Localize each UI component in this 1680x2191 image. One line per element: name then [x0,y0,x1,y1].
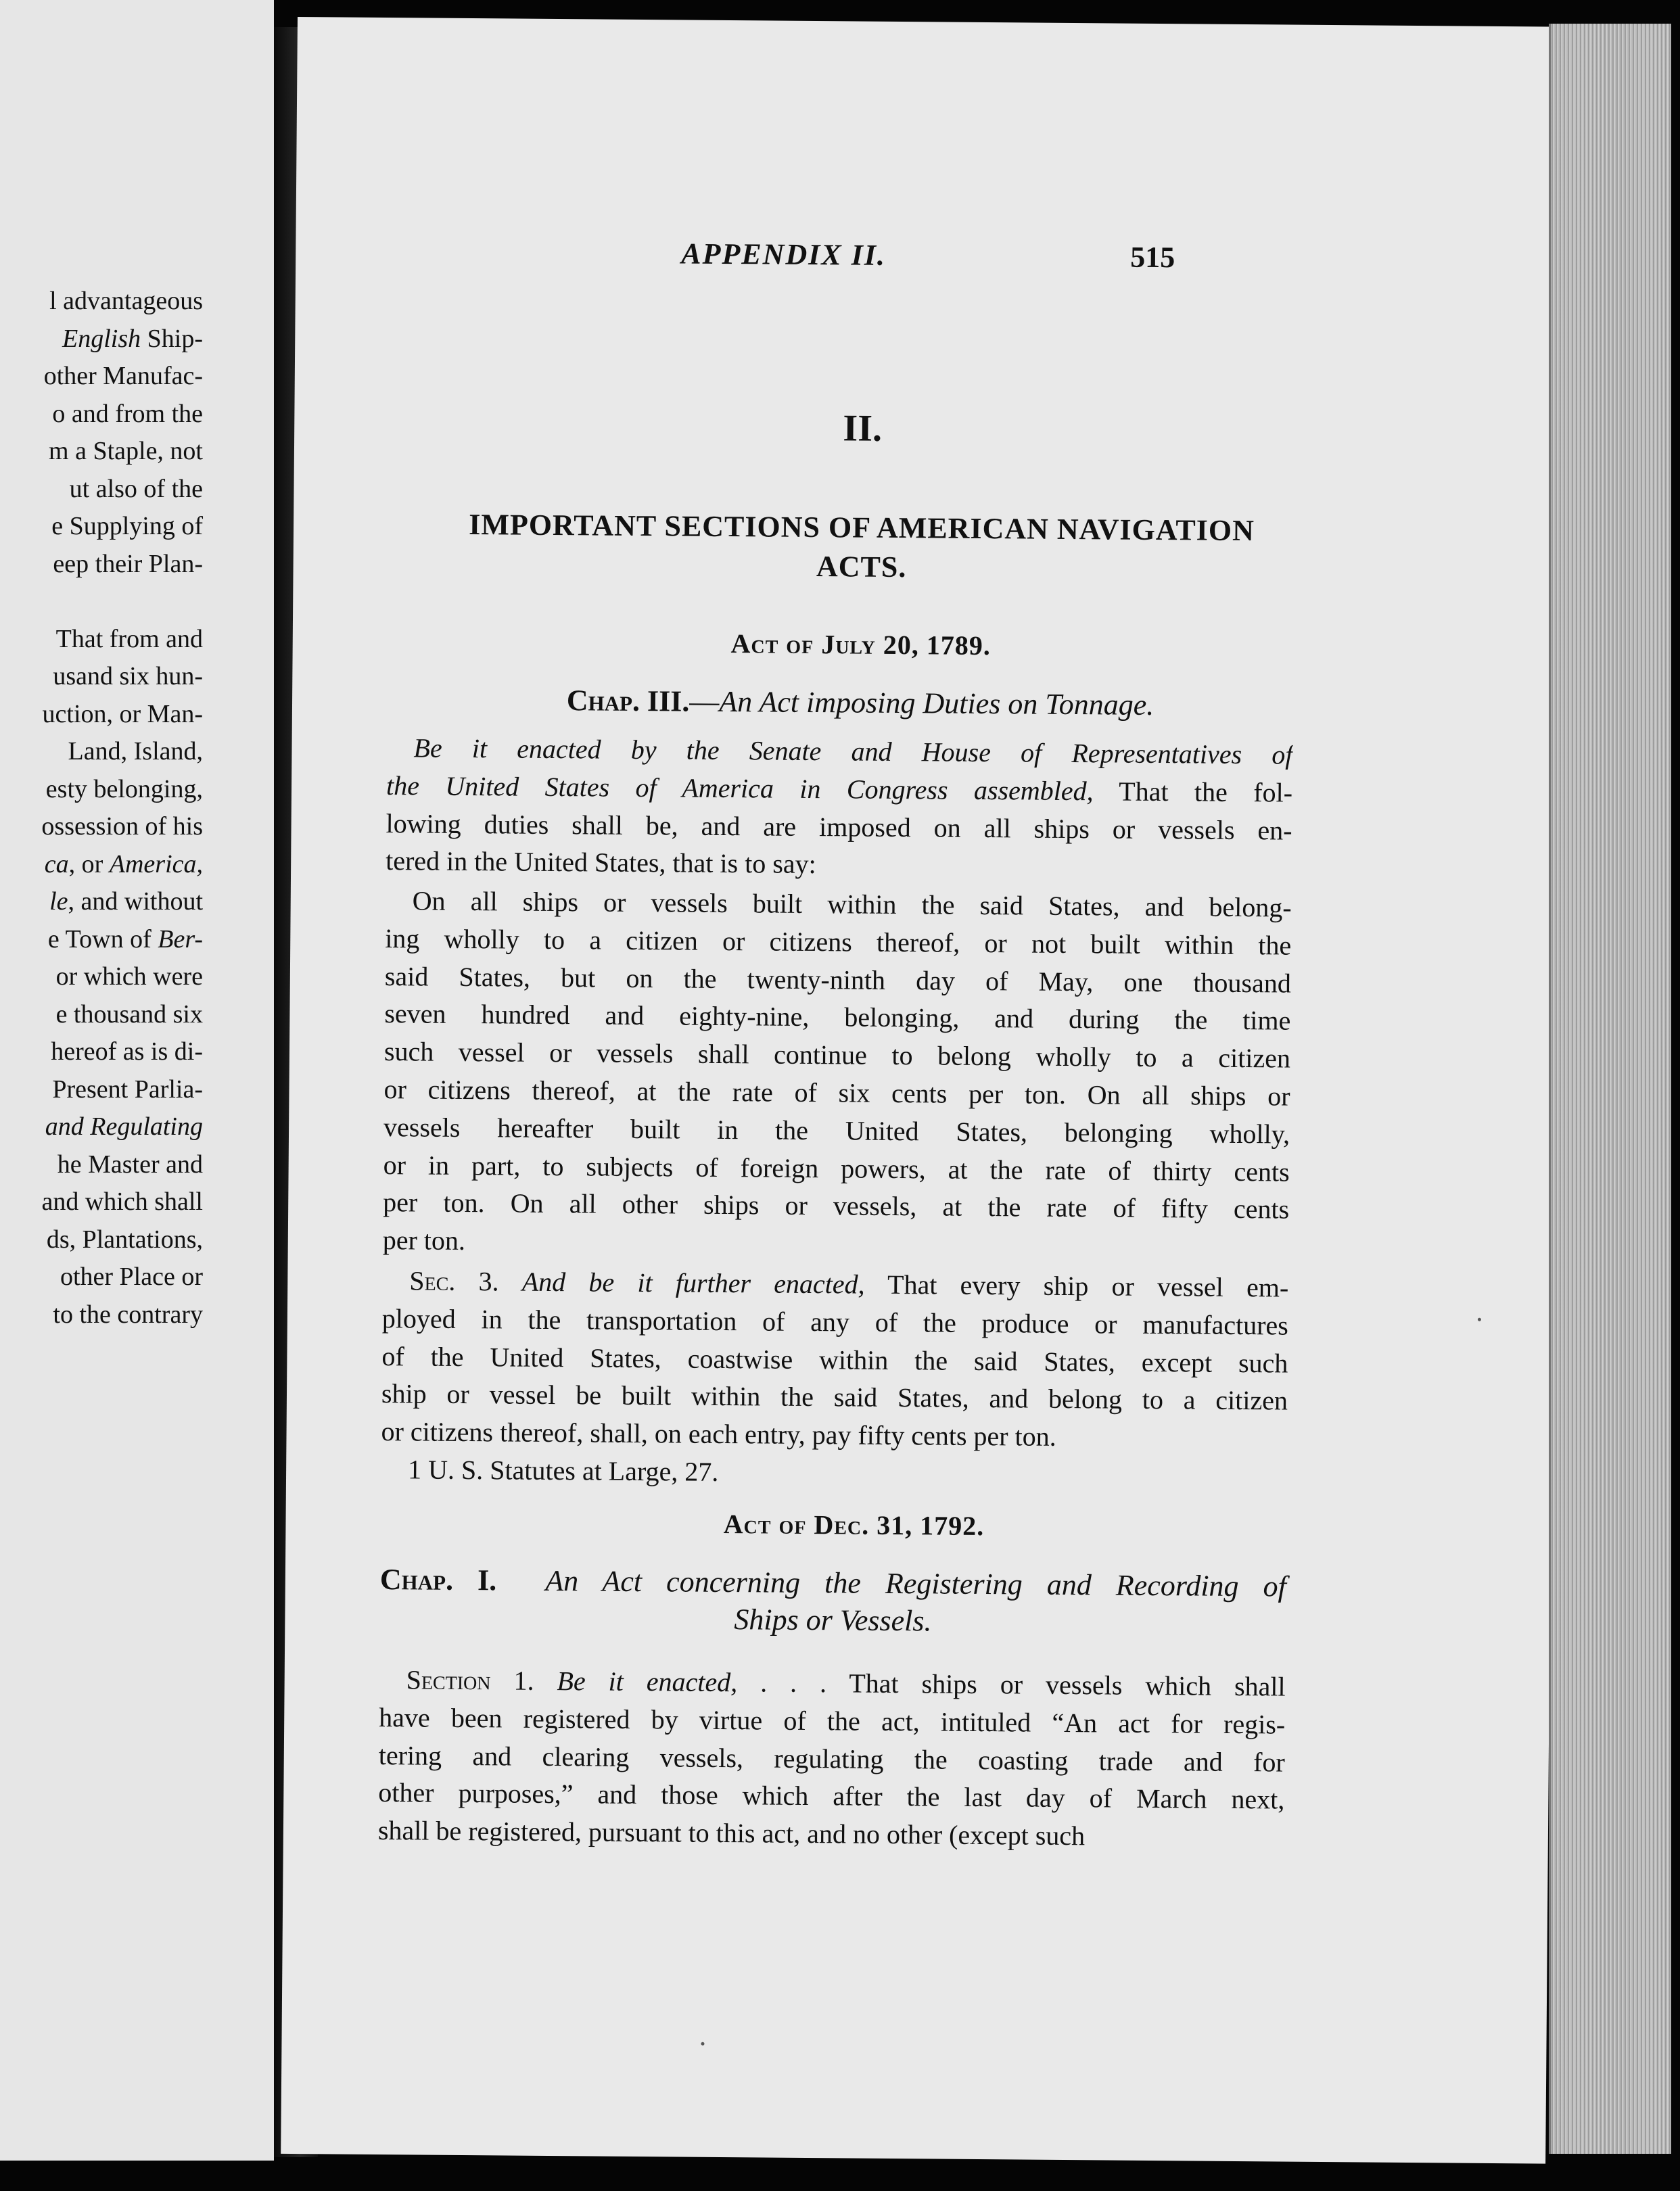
line-text: l advantageous [49,287,203,315]
act-1-chapter-label: Chap. III. [566,684,690,718]
main-title [428,505,1294,590]
line-text: That the fol- [1093,776,1293,808]
book-page-edges [1549,24,1671,2154]
act-1-chapter-separator: — [689,684,720,718]
paragraph-line [379,1661,1285,1705]
act-2-chapter-title-line-1: An Act concerning the Registering and Recording of [545,1563,1287,1603]
left-page-line [0,921,203,959]
right-page [281,17,1562,2164]
italic-text: and Regulating [45,1112,203,1141]
line-text: and which shall [41,1187,203,1216]
paragraph-line [382,1262,1288,1306]
left-page-line [0,321,203,358]
paragraph-line [386,729,1292,774]
line-text: esty belonging, [45,774,203,803]
paragraph-line: seven hundred and eighty-nine, belonging, and during the time [384,998,1291,1036]
paragraph-line: tered in the United States, that is to say: [386,845,816,880]
line-text: , and without [68,887,203,916]
running-head [512,235,1175,281]
paragraph-line: vessels hereafter built in the United States, belonging wholly, [383,1111,1290,1150]
left-page-line [0,696,203,734]
line-text: other Place or [60,1263,203,1291]
act-1-heading: Act of July 20, 1789. [730,628,991,661]
left-page-line [0,1221,203,1259]
line-text: o and from the [52,399,203,428]
italic-text: English [62,324,141,353]
left-page-line [0,1183,203,1221]
left-page-line [0,1296,203,1334]
page-number: 515 [1130,240,1175,275]
line-text: , or [68,849,110,878]
italic-text: And be it further enacted, [521,1266,865,1300]
left-page-line [0,808,203,846]
paragraph-line: ing wholly to a citizen or citizens thereof, or not built within the [385,922,1292,961]
left-page-line [0,1146,203,1184]
italic-text: Be it enacted, [557,1666,738,1698]
italic-text: Ber- [158,924,203,953]
paragraph-line: On all ships or vessels built within the said States, and belong- [412,885,1292,923]
line-text: ds, Plantations, [46,1225,203,1254]
left-page-line [0,958,203,996]
left-page-line [0,1108,203,1146]
line-text: Land, Island, [68,737,203,765]
act-2-chapter-heading-line-2 [379,1598,1286,1643]
left-page-line [0,996,203,1034]
line-text: ut also of the [69,474,203,503]
left-page-line [0,771,203,809]
line-text: Ship- [141,324,203,353]
italic-text: Be it enacted by the Senate and House of Representatives of [413,732,1293,770]
scan-speck [1478,1318,1481,1321]
paragraph-line [386,767,1292,811]
line-text: or which were [55,962,203,991]
line-text: he Master and [57,1150,203,1179]
paragraph-line: or citizens thereof, at the rate of six cents per ton. On all ships or [383,1074,1290,1112]
left-page-line [0,658,203,696]
left-page-line [0,396,203,433]
italic-text: America, [109,849,203,878]
act-1-rates-paragraph [383,882,1292,1266]
left-page-line [0,508,203,546]
scan-speck [701,2042,704,2046]
left-page-text [0,283,203,1334]
left-page-line [0,846,203,884]
left-page-line [0,733,203,771]
left-page-line [0,1258,203,1296]
left-page-line [0,283,203,321]
paragraph-line: said States, but on the twenty-ninth day of May, one thousand [384,960,1292,999]
left-page-line [0,546,203,584]
line-text: to the contrary [53,1300,203,1329]
paragraph-line: or in part, to subjects of foreign powers, at the rate of thirty cents [383,1149,1290,1187]
act-1-enacting-clause [386,729,1293,887]
left-page-line [0,433,203,471]
main-title-line-2: ACTS. [816,550,907,584]
left-page-line [0,583,203,621]
line-text: hereof as is di- [51,1037,203,1066]
running-head-title: APPENDIX II. [681,237,887,272]
line-text: Present Parlia- [52,1075,203,1104]
line-text: usand six hun- [53,662,203,690]
line-text: eep their Plan- [53,549,203,578]
left-page [0,0,274,2161]
act-1-chapter-heading [427,681,1293,725]
left-page-line [0,621,203,659]
paragraph-line: per ton. [382,1225,466,1256]
main-title-line-1: IMPORTANT SECTIONS OF AMERICAN NAVIGATION [469,508,1255,548]
act-1-chapter-title: An Act imposing Duties on Tonnage. [719,684,1154,722]
act-2-chapter-label: Chap. I. [379,1563,497,1597]
line-text: That from and [55,624,203,653]
act-2-section-1 [378,1661,1286,1857]
paragraph-line: shall be registered, pursuant to this act, and no other (except such [377,1815,1086,1852]
paragraph-line: ployed in the transportation of any of the produce or manufactures [381,1302,1289,1341]
line-text: ossession of his [41,812,203,841]
line-text: m a Staple, not [49,437,203,465]
paragraph-line: ship or vessel be built within the said States, and belong to a citizen [381,1378,1288,1416]
line-text: other Manufac- [43,362,203,390]
act-1-section-3 [381,1262,1289,1495]
act-2-chapter-heading-line-1 [380,1561,1286,1605]
italic-text: ca [44,849,69,878]
left-page-line [0,883,203,921]
section-number: II. [843,407,883,450]
line-text: . . . That ships or vessels which shall [737,1667,1286,1702]
paragraph-line: lowing duties shall be, and are imposed on all ships or vessels en- [386,807,1292,846]
act-2-chapter-title-line-2: Ships or Vessels. [734,1603,932,1638]
section-label: Sec. 3. [409,1265,499,1297]
paragraph-line: have been registered by virtue of the act, intituled “An act for regis- [379,1701,1286,1740]
act-2-chapter-heading [379,1561,1286,1643]
left-page-line [0,1033,203,1071]
line-text: e thousand six [55,999,203,1029]
paragraph-line: of the United States, coastwise within the said States, except such [381,1340,1288,1379]
section-label: Section 1. [406,1664,534,1696]
italic-text: the United States of America in Congress assembled, [386,770,1094,807]
act-2-heading: Act of Dec. 31, 1792. [723,1509,985,1542]
line-text: e Supplying of [51,512,203,540]
line-text: That every ship or vessel em- [864,1269,1289,1303]
paragraph-line: or citizens thereof, shall, on each entry, pay fifty cents per ton. [381,1416,1056,1453]
paragraph-line: other purposes,” and those which after the last day of March next, [378,1777,1285,1815]
left-page-line [0,471,203,509]
paragraph-line: such vessel or vessels shall continue to belong wholly to a citizen [383,1036,1291,1074]
line-text: uction, or Man- [42,699,203,728]
italic-text: le [49,887,68,916]
paragraph-line: tering and clearing vessels, regulating the coasting trade and for [378,1739,1285,1778]
left-page-line [0,358,203,396]
paragraph-line: per ton. On all other ships or vessels, at the rate of fifty cents [383,1187,1290,1225]
left-page-line [0,1071,203,1109]
line-text: e Town of [47,924,158,953]
citation: 1 U. S. Statutes at Large, 27. [407,1454,719,1487]
